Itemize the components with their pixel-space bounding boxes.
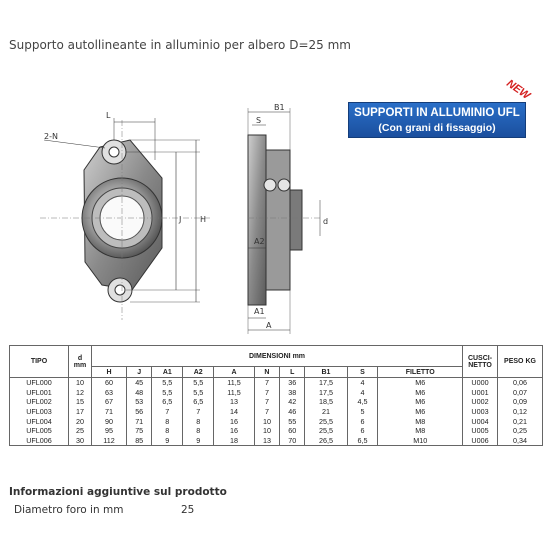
table-cell: 10 <box>254 426 279 436</box>
table-cell: 8 <box>183 416 214 426</box>
table-cell: 25,5 <box>305 426 347 436</box>
table-cell: 14 <box>214 407 255 417</box>
table-cell: 18,5 <box>305 397 347 407</box>
banner-line1: SUPPORTI IN ALLUMINIO UFL <box>354 107 520 119</box>
table-cell: 90 <box>92 416 127 426</box>
th-d: d mm <box>69 346 92 378</box>
table-cell: 10 <box>254 416 279 426</box>
table-cell: 38 <box>280 388 305 398</box>
table-cell: UFL000 <box>10 378 69 388</box>
table-cell: UFL004 <box>10 416 69 426</box>
table-cell: 71 <box>127 416 152 426</box>
table-cell: 7 <box>152 407 183 417</box>
table-cell: 30 <box>69 436 92 446</box>
new-badge: NEW <box>504 77 533 103</box>
table-cell: 4 <box>347 378 378 388</box>
th-col: A2 <box>183 367 214 378</box>
table-cell: 36 <box>280 378 305 388</box>
th-peso: PESO KG <box>498 346 543 378</box>
table-cell: UFL005 <box>10 426 69 436</box>
table-cell: 4 <box>347 388 378 398</box>
table-cell: 7 <box>254 378 279 388</box>
table-cell: 21 <box>305 407 347 417</box>
table-cell: 0,12 <box>498 407 543 417</box>
table-cell: 75 <box>127 426 152 436</box>
table-cell: 6,5 <box>347 436 378 446</box>
table-cell: 5 <box>347 407 378 417</box>
table-cell: 67 <box>92 397 127 407</box>
table-cell: 18 <box>214 436 255 446</box>
table-cell: U002 <box>463 397 498 407</box>
table-cell: U000 <box>463 378 498 388</box>
table-row <box>10 388 543 398</box>
table-cell: UFL002 <box>10 397 69 407</box>
label-A1: A1 <box>254 307 265 316</box>
table-cell: 71 <box>92 407 127 417</box>
th-col: N <box>254 367 279 378</box>
table-cell: 6 <box>347 416 378 426</box>
banner-line2: (Con grani di fissaggio) <box>378 122 496 134</box>
table-cell: 0,06 <box>498 378 543 388</box>
table-cell: 7 <box>254 407 279 417</box>
table-cell: U004 <box>463 416 498 426</box>
table-cell: 60 <box>92 378 127 388</box>
table-cell: 85 <box>127 436 152 446</box>
table-cell: 60 <box>280 426 305 436</box>
table-cell: U005 <box>463 426 498 436</box>
table-cell: 4,5 <box>347 397 378 407</box>
th-col: S <box>347 367 378 378</box>
table-cell: 13 <box>254 436 279 446</box>
table-cell: 6 <box>347 426 378 436</box>
table-cell: M6 <box>378 397 463 407</box>
table-cell: 13 <box>214 397 255 407</box>
table-cell: 48 <box>127 388 152 398</box>
label-A2: A2 <box>254 237 265 246</box>
table-cell: 12 <box>69 388 92 398</box>
table-cell: 11,5 <box>214 388 255 398</box>
table-cell: 0,09 <box>498 397 543 407</box>
th-col: J <box>127 367 152 378</box>
th-col: A <box>214 367 255 378</box>
table-cell: 16 <box>214 426 255 436</box>
th-col: A1 <box>152 367 183 378</box>
label-2N: 2-N <box>44 132 58 141</box>
table-row <box>10 397 543 407</box>
table-cell: 56 <box>127 407 152 417</box>
table-cell: 6,5 <box>183 397 214 407</box>
table-cell: 10 <box>69 378 92 388</box>
info-heading: Informazioni aggiuntive sul prodotto <box>9 486 227 498</box>
table-cell: 26,5 <box>305 436 347 446</box>
th-col: L <box>280 367 305 378</box>
side-view <box>248 103 328 334</box>
table-cell: 7 <box>254 388 279 398</box>
table-cell: M6 <box>378 378 463 388</box>
table-cell: U003 <box>463 407 498 417</box>
table-cell: 5,5 <box>183 378 214 388</box>
th-cuscinetto: CUSCI- NETTO <box>463 346 498 378</box>
table-cell: 5,5 <box>152 388 183 398</box>
table-cell: 70 <box>280 436 305 446</box>
table-cell: 8 <box>183 426 214 436</box>
label-L: L <box>106 111 111 120</box>
table-cell: M8 <box>378 416 463 426</box>
th-dimensioni: DIMENSIONI mm <box>92 346 463 367</box>
table-cell: UFL003 <box>10 407 69 417</box>
table-cell: 7 <box>183 407 214 417</box>
label-d: d <box>323 217 329 226</box>
table-cell: 17,5 <box>305 388 347 398</box>
front-view <box>40 111 210 320</box>
table-cell: 0,34 <box>498 436 543 446</box>
table-cell: 25 <box>69 426 92 436</box>
table-cell: 6,5 <box>152 397 183 407</box>
table-cell: 42 <box>280 397 305 407</box>
th-tipo: TIPO <box>10 346 69 378</box>
table-cell: 8 <box>152 416 183 426</box>
table-cell: 15 <box>69 397 92 407</box>
table-cell: 95 <box>92 426 127 436</box>
table-row <box>10 426 543 436</box>
table-cell: M10 <box>378 436 463 446</box>
table-cell: 112 <box>92 436 127 446</box>
table-cell: 63 <box>92 388 127 398</box>
table-cell: 9 <box>183 436 214 446</box>
table-cell: 17 <box>69 407 92 417</box>
label-J: J <box>179 215 182 224</box>
table-cell: 0,07 <box>498 388 543 398</box>
product-title: Supporto autollineante in alluminio per albero D=25 mm <box>9 38 351 52</box>
th-col: B1 <box>305 367 347 378</box>
table-cell: 20 <box>69 416 92 426</box>
table-cell: 46 <box>280 407 305 417</box>
info-label: Diametro foro in mm <box>14 504 124 516</box>
table-row <box>10 416 543 426</box>
table-cell: M6 <box>378 388 463 398</box>
table-cell: M8 <box>378 426 463 436</box>
table-cell: 5,5 <box>152 378 183 388</box>
table-cell: 5,5 <box>183 388 214 398</box>
table-row <box>10 407 543 417</box>
table-cell: 53 <box>127 397 152 407</box>
th-col: FILETTO <box>378 367 463 378</box>
table-cell: 16 <box>214 416 255 426</box>
label-H: H <box>200 215 207 224</box>
label-A: A <box>266 321 272 330</box>
label-B1: B1 <box>274 103 285 112</box>
table-cell: 8 <box>152 426 183 436</box>
table-row <box>10 378 543 388</box>
th-col: H <box>92 367 127 378</box>
table-row <box>10 436 543 446</box>
table-cell: M6 <box>378 407 463 417</box>
table-cell: 11,5 <box>214 378 255 388</box>
table-cell: U006 <box>463 436 498 446</box>
info-value: 25 <box>181 504 195 516</box>
table-cell: 0,25 <box>498 426 543 436</box>
table-cell: 0,21 <box>498 416 543 426</box>
table-cell: 7 <box>254 397 279 407</box>
table-cell: U001 <box>463 388 498 398</box>
table-cell: 45 <box>127 378 152 388</box>
spec-table <box>9 345 543 446</box>
table-cell: 17,5 <box>305 378 347 388</box>
table-cell: 9 <box>152 436 183 446</box>
table-cell: UFL001 <box>10 388 69 398</box>
table-cell: 55 <box>280 416 305 426</box>
table-cell: UFL006 <box>10 436 69 446</box>
table-cell: 25,5 <box>305 416 347 426</box>
label-S: S <box>256 116 262 125</box>
product-banner <box>348 102 526 138</box>
